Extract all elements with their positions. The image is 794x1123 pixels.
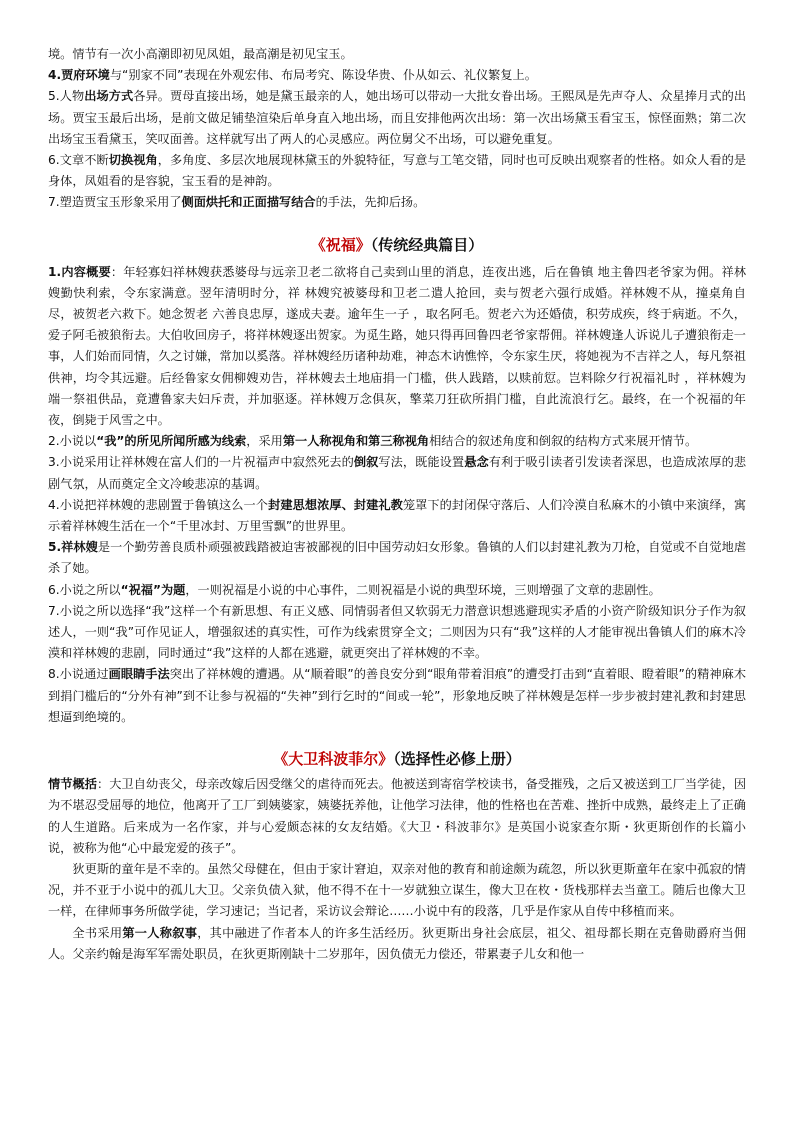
emphasis-text: 切换视角 bbox=[108, 153, 158, 168]
heading-subtitle: （选择性必修上册） bbox=[393, 750, 521, 769]
body-text: 全书采用 bbox=[72, 925, 123, 940]
item-number: 8. bbox=[48, 667, 60, 682]
section-heading-zhufu bbox=[48, 234, 746, 256]
heading-title: 《大卫科波菲尔》 bbox=[273, 750, 394, 769]
section-daiyu-notes bbox=[48, 44, 746, 214]
emphasis-text: 悬念 bbox=[464, 455, 489, 470]
section-heading-david bbox=[48, 748, 746, 770]
paragraph bbox=[48, 923, 746, 965]
emphasis-text: “祝福”为题 bbox=[120, 582, 186, 597]
body-text: 各异。贾母直接出场，她是黛玉最亲的人，她出场可以带动一大批女眷出场。王熙凤是先声夺人、众星捧月式的出场。贾宝玉最后出场，是前文做足铺垫渲染后单身直入地出场，而且安排他两次出场：第一次出场黛玉看宝玉，惊怪面熟；第二次出场宝玉看黛玉，笑叹面善。这样就写出了两人的心灵感应。两位舅父不出场，可以避免重复。 bbox=[48, 89, 747, 146]
item-number: 5. bbox=[48, 89, 60, 104]
body-text: ：大卫自幼丧父，母亲改嫁后因受继父的虐待而死去。他被送到寄宿学校读书，备受摧残，之后又被送到工厂当学徒，因为不堪忍受屈辱的地位，他离开了工厂到姨婆家，姨婆抚养他，让他学习法律，他的性格也在苦难、挫折中成熟，最终走上了正确的人生道路。后来成为一名作家，并与心爱颇态袜的女友结婚。《大卫・科波菲尔》是英国小说家查尔斯・狄更斯创作的长篇小说，被称为他“心中最宠爱的孩子”。 bbox=[48, 777, 747, 855]
item-number: 6. bbox=[48, 582, 60, 597]
emphasis-text: 倒叙 bbox=[353, 455, 379, 470]
paragraph bbox=[48, 150, 746, 192]
body-text: 突出了祥林嫂的遭遇。从“顺着眼”的善良安分到“眼角带着泪痕”的遭受打击到“直着眼、瞪着眼”的精神麻木到捐门槛后的“分外有神”到不让参与祝福的“失神”到行乞时的“间或一轮”，形象地反映了祥林嫂是怎样一步步被封建礼教和封建思想逼到绝境的。 bbox=[48, 667, 747, 724]
emphasis-text: 祥林嫂 bbox=[61, 540, 98, 555]
heading-title: 《祝福》 bbox=[310, 235, 371, 254]
paragraph bbox=[48, 431, 746, 452]
body-text: 狄更斯的童年是不幸的。虽然父母健在，但由于家计窘迫，双亲对他的教育和前途颇为疏忽，所以狄更斯童年在家中孤寂的情况，并不亚于小说中的孤儿大卫。父亲负债入狱，他不得不在十一岁就独立谋生，像大卫在枚・货栈那样去当童工。随后也像大卫一样，在律师事务所做学徒，学习速记；当记者，采访议会辩论……小说中有的段落，几乎是作家从自传中移植而来。 bbox=[48, 861, 746, 919]
item-number: 2. bbox=[48, 434, 60, 449]
paragraph bbox=[48, 262, 746, 432]
item-number: 1. bbox=[48, 264, 62, 279]
section-david-notes bbox=[48, 774, 746, 965]
item-number: 4. bbox=[48, 68, 62, 83]
emphasis-text: 情节概括 bbox=[48, 777, 97, 792]
body-text: ，多角度、多层次地展现林黛玉的外貌特征，写意与工笔交错，同时也可反映出观察者的性格。如众人看的是身体，凤姐看的是容貌，宝玉看的是神韵。 bbox=[48, 153, 747, 189]
paragraph bbox=[48, 495, 746, 537]
emphasis-text: 画眼睛手法 bbox=[108, 667, 170, 682]
body-text: ：年轻寡妇祥林嫂获悉婆母与远亲卫老二欲将自己卖到山里的消息，连夜出逃，后在鲁镇 地主鲁四老爷家为佣。祥林嫂勤快利索，令东家满意。翌年清明时分，祥 林嫂究被婆母和卫老二遣人抢回，卖与贺老六强行成婚。祥林嫂不从，撞桌角自尽，被贺老六救下。她念贺老 六善良忠厚，遂成夫妻。逾年生一子 ，取名阿毛。贺老六为还婚债，积劳成疾，终于病逝。不久，爱子阿毛被狼衔去。大伯收回房子，将祥林嫂逐出贺家。为觅生路，她只得再回鲁四老爷家帮佣。祥林嫂逢人诉说儿子遭狼衔走一事，人们始而同情，久之讨嫌，常加以奚落。祥林嫂经历诸种劫难，神态木讷憔悴，令东家生厌，将她视为不吉祥之人，每凡祭祖供神，均令其远避。后经鲁家女佣柳嫂劝告，祥林嫂去土地庙捐一门槛，供人践踏，以赎前愆。岂料除夕行祝福礼时 ，祥林嫂为端一祭祖供品，竟遭鲁家夫妇斥责，并加驱逐。祥林嫂万念俱灰，擎菜刀狂砍所捐门槛，自此流浪行乞。最终，在一个祝福的年夜，倒毙于风雪之中。 bbox=[48, 264, 747, 428]
section-zhufu-notes bbox=[48, 262, 746, 728]
body-text: 塑造贾宝玉形象采用了 bbox=[59, 195, 182, 210]
body-text: 的手法，先抑后扬。 bbox=[315, 195, 426, 210]
paragraph bbox=[48, 580, 746, 601]
body-text: ，采用 bbox=[246, 434, 283, 449]
paragraph bbox=[48, 192, 746, 213]
emphasis-text: 出场方式 bbox=[84, 89, 134, 104]
paragraph bbox=[48, 601, 746, 665]
paragraph bbox=[48, 44, 746, 65]
body-text: 文章不断 bbox=[59, 153, 109, 168]
body-text: 与“别家不同”表现在外观宏伟、布局考究、陈设华贵、仆从如云、礼仪繁复上。 bbox=[109, 68, 537, 83]
emphasis-text: “我”的所见所闻所感为线索 bbox=[96, 434, 247, 449]
item-number: 7. bbox=[48, 195, 60, 210]
paragraph bbox=[48, 774, 746, 859]
body-text: 境。情节有一次小高潮即初见凤姐，最高潮是初见宝玉。 bbox=[48, 47, 353, 61]
paragraph bbox=[48, 65, 746, 86]
body-text: 小说之所以选择“我”这样一个有新思想、有正义感、同情弱者但又软弱无力潜意识想逃避现实矛盾的小资产阶级知识分子作为叙述人，一则“我”可作见证人，增强叙述的真实性，可作为线索贯穿全文；二则因为只有“我”这样的人才能审视出鲁镇人们的麻木冷漠和祥林嫂的悲剧，同时通过“我”这样的人都在逃避，就更突出了祥林嫂的不幸。 bbox=[48, 603, 746, 661]
body-text: 有利于吸引读者引发读者深思，也造成浓厚的悲剧气氛，从而奠定全文冷峻悲凉的基调。 bbox=[48, 455, 747, 491]
emphasis-text: 侧面烘托和正面描写结合 bbox=[181, 195, 316, 210]
body-text: 小说以 bbox=[59, 434, 97, 449]
body-text: 人物 bbox=[59, 89, 85, 104]
emphasis-text: 第一人称视角和第三称视角 bbox=[282, 434, 430, 449]
paragraph bbox=[48, 537, 746, 579]
paragraph bbox=[48, 452, 746, 494]
body-text: 小说采用让祥林嫂在富人们的一片祝福声中寂然死去的 bbox=[59, 455, 354, 470]
body-text: 相结合的叙述角度和倒叙的结构方式来展开情节。 bbox=[429, 434, 698, 449]
body-text: 写法，既能设置 bbox=[378, 455, 465, 470]
emphasis-text: 内容概要 bbox=[61, 264, 111, 279]
body-text: ，其中融进了作者本人的许多生活经历。狄更斯出身社会底层，祖父、祖母都长期在克鲁勋爵府当佣人。父亲约翰是海军军需处职员，在狄更斯刚缺十二岁那年，因负债无力偿还，带累妻子儿女和他一 bbox=[48, 925, 747, 961]
item-number: 5. bbox=[48, 540, 62, 555]
body-text: 小说通过 bbox=[59, 667, 109, 682]
body-text: 是一个勤劳善良质朴顽强被践踏被迫害被鄙视的旧中国劳动妇女形象。鲁镇的人们以封建礼教为刀枪，自觉或不自觉地虐杀了她。 bbox=[48, 540, 747, 576]
body-text: 小说之所以 bbox=[59, 582, 121, 597]
item-number: 7. bbox=[48, 603, 60, 618]
item-number: 3. bbox=[48, 455, 60, 470]
item-number: 4. bbox=[48, 497, 60, 512]
emphasis-text: 贾府环境 bbox=[61, 68, 110, 83]
paragraph bbox=[48, 859, 746, 923]
paragraph bbox=[48, 86, 746, 150]
paragraph bbox=[48, 664, 746, 728]
heading-subtitle: （传统经典篇目） bbox=[370, 235, 484, 254]
body-text: ，一则祝福是小说的中心事件，二则祝福是小说的典型环境，三则增强了文章的悲剧性。 bbox=[185, 582, 661, 597]
body-text: 笼罩下的封闭保守落后、人们冷漠自私麻木的小镇中来演绎，寓示着祥林嫂生活在一个“千里冰封、万里雪飘”的世界里。 bbox=[48, 497, 747, 534]
item-number: 6. bbox=[48, 153, 60, 168]
emphasis-text: 第一人称叙事 bbox=[122, 925, 198, 940]
emphasis-text: 封建思想浓厚、封建礼教 bbox=[268, 497, 403, 512]
body-text: 小说把祥林嫂的悲剧置于鲁镇这么一个 bbox=[59, 497, 269, 512]
